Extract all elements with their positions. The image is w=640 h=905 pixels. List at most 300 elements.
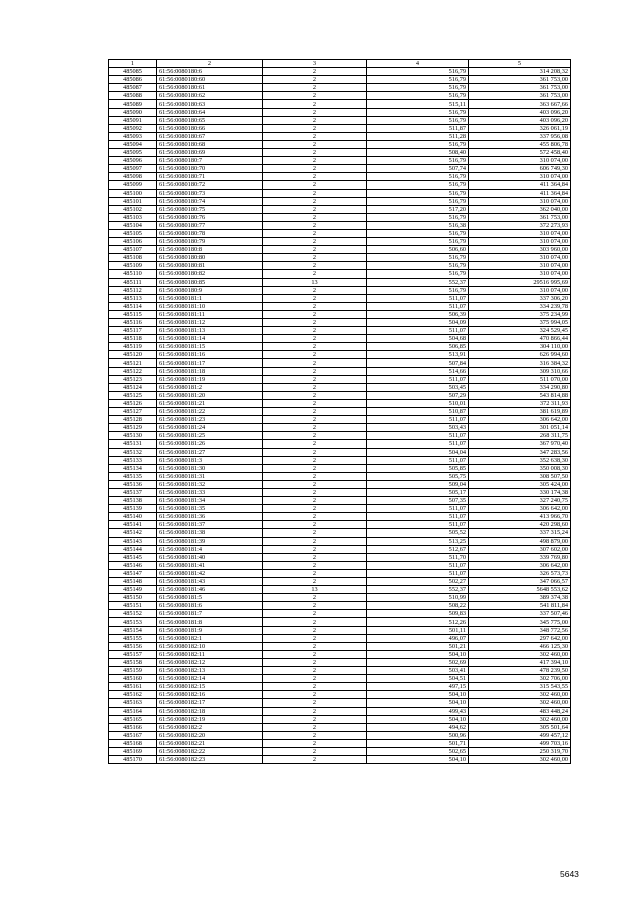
cell-area: 511,07 (367, 521, 469, 529)
cell-row-id: 485160 (109, 675, 157, 683)
cell-cadastral-value: 470 866,44 (469, 335, 571, 343)
cell-category: 2 (263, 383, 367, 391)
cell-area: 508,40 (367, 149, 469, 157)
cell-row-id: 485125 (109, 391, 157, 399)
cell-category: 2 (263, 683, 367, 691)
cell-category: 2 (263, 108, 367, 116)
cell-cadastral-number: 61:56:0080182:2 (157, 723, 263, 731)
cell-row-id: 485090 (109, 108, 157, 116)
table-row (109, 278, 571, 286)
table-row (109, 76, 571, 84)
cell-cadastral-value: 499 457,12 (469, 731, 571, 739)
cell-area: 502,27 (367, 578, 469, 586)
cell-cadastral-value: 466 125,30 (469, 642, 571, 650)
table-row (109, 270, 571, 278)
cell-cadastral-number: 61:56:0080182:15 (157, 683, 263, 691)
cell-category: 2 (263, 756, 367, 764)
cell-category: 2 (263, 480, 367, 488)
cell-cadastral-number: 61:56:0080181:15 (157, 343, 263, 351)
cell-category: 2 (263, 165, 367, 173)
table-row (109, 569, 571, 577)
table-row (109, 683, 571, 691)
cell-cadastral-number: 61:56:0080181:18 (157, 367, 263, 375)
cell-row-id: 485170 (109, 756, 157, 764)
cell-area: 516,79 (367, 229, 469, 237)
cell-cadastral-value: 361 753,00 (469, 213, 571, 221)
cell-area: 516,79 (367, 116, 469, 124)
cell-cadastral-value: 302 460,00 (469, 699, 571, 707)
cell-cadastral-value: 314 208,32 (469, 68, 571, 76)
cell-area: 504,10 (367, 715, 469, 723)
cell-cadastral-number: 61:56:0080182:17 (157, 699, 263, 707)
cell-area: 507,74 (367, 165, 469, 173)
cell-cadastral-value: 316 384,32 (469, 359, 571, 367)
cell-cadastral-value: 361 753,00 (469, 76, 571, 84)
cell-row-id: 485116 (109, 319, 157, 327)
cell-row-id: 485095 (109, 149, 157, 157)
cell-cadastral-value: 303 960,00 (469, 246, 571, 254)
cell-row-id: 485102 (109, 205, 157, 213)
cell-cadastral-number: 61:56:0080181:39 (157, 537, 263, 545)
cell-category: 2 (263, 343, 367, 351)
cell-category: 2 (263, 667, 367, 675)
table-row (109, 399, 571, 407)
cell-cadastral-value: 455 806,78 (469, 140, 571, 148)
table-row (109, 658, 571, 666)
cell-cadastral-number: 61:56:0080180:6 (157, 68, 263, 76)
table-body (109, 68, 571, 764)
cell-cadastral-value: 352 638,30 (469, 456, 571, 464)
cell-area: 503,45 (367, 383, 469, 391)
cell-row-id: 485103 (109, 213, 157, 221)
cell-category: 2 (263, 375, 367, 383)
cell-cadastral-value: 268 311,75 (469, 432, 571, 440)
cell-cadastral-number: 61:56:0080181:19 (157, 375, 263, 383)
cell-area: 502,69 (367, 658, 469, 666)
cell-category: 2 (263, 747, 367, 755)
cell-category: 2 (263, 618, 367, 626)
cell-area: 510,87 (367, 408, 469, 416)
cell-cadastral-number: 61:56:0080182:22 (157, 747, 263, 755)
cell-area: 516,38 (367, 221, 469, 229)
cell-cadastral-number: 61:56:0080181:14 (157, 335, 263, 343)
cell-cadastral-value: 626 994,60 (469, 351, 571, 359)
cell-category: 2 (263, 553, 367, 561)
table-row (109, 756, 571, 764)
cell-cadastral-number: 61:56:0080181:25 (157, 432, 263, 440)
cell-cadastral-number: 61:56:0080181:22 (157, 408, 263, 416)
cell-cadastral-number: 61:56:0080180:78 (157, 229, 263, 237)
cell-cadastral-value: 310 074,00 (469, 270, 571, 278)
cell-cadastral-value: 339 769,80 (469, 553, 571, 561)
cell-row-id: 485169 (109, 747, 157, 755)
cell-cadastral-number: 61:56:0080180:76 (157, 213, 263, 221)
cell-cadastral-number: 61:56:0080180:73 (157, 189, 263, 197)
cell-category: 2 (263, 359, 367, 367)
table-row (109, 310, 571, 318)
cell-cadastral-number: 61:56:0080180:7 (157, 157, 263, 165)
cell-cadastral-value: 302 460,00 (469, 756, 571, 764)
cell-category: 2 (263, 294, 367, 302)
cell-cadastral-number: 61:56:0080182:19 (157, 715, 263, 723)
cell-row-id: 485132 (109, 448, 157, 456)
table-row (109, 213, 571, 221)
cell-area: 504,68 (367, 335, 469, 343)
cell-cadastral-value: 375 994,05 (469, 319, 571, 327)
header-row (109, 60, 571, 68)
cell-cadastral-value: 307 602,00 (469, 545, 571, 553)
cell-cadastral-number: 61:56:0080180:75 (157, 205, 263, 213)
cell-cadastral-number: 61:56:0080180:79 (157, 238, 263, 246)
table-row (109, 553, 571, 561)
cell-area: 516,79 (367, 140, 469, 148)
cell-area: 503,41 (367, 667, 469, 675)
table-row (109, 480, 571, 488)
cell-area: 516,79 (367, 157, 469, 165)
cell-area: 516,79 (367, 189, 469, 197)
cell-category: 2 (263, 351, 367, 359)
table-row (109, 124, 571, 132)
cell-row-id: 485167 (109, 731, 157, 739)
cell-row-id: 485092 (109, 124, 157, 132)
cell-category: 2 (263, 569, 367, 577)
cell-area: 516,79 (367, 181, 469, 189)
cell-cadastral-number: 61:56:0080182:23 (157, 756, 263, 764)
cell-category: 2 (263, 521, 367, 529)
cell-cadastral-number: 61:56:0080180:62 (157, 92, 263, 100)
cell-area: 516,79 (367, 286, 469, 294)
table-row (109, 739, 571, 747)
cell-row-id: 485117 (109, 327, 157, 335)
cell-row-id: 485107 (109, 246, 157, 254)
cell-cadastral-number: 61:56:0080181:20 (157, 391, 263, 399)
cell-cadastral-number: 61:56:0080180:74 (157, 197, 263, 205)
cell-row-id: 485118 (109, 335, 157, 343)
cell-category: 2 (263, 416, 367, 424)
cell-cadastral-value: 478 239,50 (469, 667, 571, 675)
table-row (109, 108, 571, 116)
cell-category: 2 (263, 642, 367, 650)
table-row (109, 92, 571, 100)
cell-row-id: 485145 (109, 553, 157, 561)
cell-cadastral-value: 348 772,56 (469, 626, 571, 634)
table-row (109, 254, 571, 262)
cell-area: 511,07 (367, 432, 469, 440)
cell-cadastral-value: 305 501,64 (469, 723, 571, 731)
cell-area: 516,79 (367, 173, 469, 181)
cell-area: 511,70 (367, 553, 469, 561)
column-header-4: 4 (367, 60, 469, 68)
cell-cadastral-number: 61:56:0080180:68 (157, 140, 263, 148)
cell-row-id: 485140 (109, 513, 157, 521)
cell-row-id: 485088 (109, 92, 157, 100)
cell-category: 2 (263, 262, 367, 270)
cell-cadastral-number: 61:56:0080180:69 (157, 149, 263, 157)
cell-cadastral-value: 310 074,00 (469, 197, 571, 205)
cell-area: 508,22 (367, 602, 469, 610)
cell-category: 2 (263, 497, 367, 505)
cell-category: 2 (263, 270, 367, 278)
cell-cadastral-value: 572 458,40 (469, 149, 571, 157)
cell-cadastral-number: 61:56:0080181:27 (157, 448, 263, 456)
cell-cadastral-number: 61:56:0080180:80 (157, 254, 263, 262)
cell-area: 504,10 (367, 650, 469, 658)
cell-cadastral-number: 61:56:0080181:43 (157, 578, 263, 586)
cell-area: 507,35 (367, 497, 469, 505)
cell-cadastral-value: 308 507,50 (469, 472, 571, 480)
cell-area: 511,07 (367, 375, 469, 383)
cell-cadastral-number: 61:56:0080182:21 (157, 739, 263, 747)
cell-cadastral-number: 61:56:0080181:24 (157, 424, 263, 432)
table-row (109, 246, 571, 254)
cell-cadastral-value: 334 239,78 (469, 302, 571, 310)
cell-category: 2 (263, 197, 367, 205)
cell-row-id: 485164 (109, 707, 157, 715)
cell-row-id: 485134 (109, 464, 157, 472)
cell-cadastral-value: 389 374,38 (469, 594, 571, 602)
cell-row-id: 485114 (109, 302, 157, 310)
table-row (109, 294, 571, 302)
cell-row-id: 485135 (109, 472, 157, 480)
cell-category: 2 (263, 302, 367, 310)
cell-row-id: 485099 (109, 181, 157, 189)
cell-category: 2 (263, 132, 367, 140)
cell-cadastral-value: 310 074,00 (469, 229, 571, 237)
cell-area: 501,11 (367, 626, 469, 634)
cell-cadastral-number: 61:56:0080180:82 (157, 270, 263, 278)
cell-cadastral-value: 315 543,55 (469, 683, 571, 691)
cell-cadastral-value: 381 619,89 (469, 408, 571, 416)
cell-area: 516,79 (367, 262, 469, 270)
cell-row-id: 485153 (109, 618, 157, 626)
cell-row-id: 485101 (109, 197, 157, 205)
cell-cadastral-value: 305 424,00 (469, 480, 571, 488)
cell-area: 510,01 (367, 399, 469, 407)
cell-area: 504,04 (367, 448, 469, 456)
cell-row-id: 485157 (109, 650, 157, 658)
cell-category: 2 (263, 594, 367, 602)
cell-cadastral-number: 61:56:0080180:60 (157, 76, 263, 84)
cell-cadastral-value: 337 306,20 (469, 294, 571, 302)
cell-cadastral-value: 310 074,00 (469, 238, 571, 246)
cell-cadastral-number: 61:56:0080182:11 (157, 650, 263, 658)
cell-cadastral-value: 302 460,00 (469, 715, 571, 723)
cell-category: 2 (263, 529, 367, 537)
cell-row-id: 485168 (109, 739, 157, 747)
cell-row-id: 485133 (109, 456, 157, 464)
cell-cadastral-number: 61:56:0080180:67 (157, 132, 263, 140)
cell-row-id: 485161 (109, 683, 157, 691)
cell-area: 513,91 (367, 351, 469, 359)
cell-category: 2 (263, 488, 367, 496)
cell-category: 2 (263, 92, 367, 100)
cell-cadastral-number: 61:56:0080181:32 (157, 480, 263, 488)
table-row (109, 335, 571, 343)
table-row (109, 238, 571, 246)
cell-row-id: 485131 (109, 440, 157, 448)
table-row (109, 723, 571, 731)
cell-category: 2 (263, 149, 367, 157)
cell-area: 506,60 (367, 246, 469, 254)
cell-area: 516,79 (367, 213, 469, 221)
cell-area: 552,37 (367, 586, 469, 594)
cell-row-id: 485166 (109, 723, 157, 731)
cell-cadastral-value: 301 051,14 (469, 424, 571, 432)
data-table-container (108, 59, 570, 764)
table-row (109, 610, 571, 618)
cell-area: 505,17 (367, 488, 469, 496)
cell-category: 2 (263, 626, 367, 634)
cell-row-id: 485100 (109, 189, 157, 197)
cell-row-id: 485130 (109, 432, 157, 440)
table-row (109, 747, 571, 755)
cell-category: 2 (263, 715, 367, 723)
cell-category: 2 (263, 432, 367, 440)
cell-cadastral-value: 345 775,00 (469, 618, 571, 626)
cell-area: 514,66 (367, 367, 469, 375)
cell-area: 511,87 (367, 124, 469, 132)
cell-area: 511,07 (367, 302, 469, 310)
table-row (109, 140, 571, 148)
cell-row-id: 485126 (109, 399, 157, 407)
cell-cadastral-value: 302 706,00 (469, 675, 571, 683)
cell-cadastral-number: 61:56:0080182:13 (157, 667, 263, 675)
cell-cadastral-number: 61:56:0080181:41 (157, 561, 263, 569)
cell-cadastral-value: 5648 553,62 (469, 586, 571, 594)
cell-row-id: 485136 (109, 480, 157, 488)
column-header-3: 3 (263, 60, 367, 68)
cell-category: 2 (263, 213, 367, 221)
cell-cadastral-value: 310 074,00 (469, 254, 571, 262)
table-row (109, 731, 571, 739)
cell-area: 517,20 (367, 205, 469, 213)
table-row (109, 667, 571, 675)
cell-area: 504,10 (367, 756, 469, 764)
cell-row-id: 485124 (109, 383, 157, 391)
cell-area: 511,28 (367, 132, 469, 140)
cell-cadastral-number: 61:56:0080181:3 (157, 456, 263, 464)
cell-cadastral-number: 61:56:0080181:6 (157, 602, 263, 610)
cell-cadastral-number: 61:56:0080181:8 (157, 618, 263, 626)
cell-category: 2 (263, 189, 367, 197)
cell-cadastral-number: 61:56:0080180:9 (157, 286, 263, 294)
table-row (109, 642, 571, 650)
cell-row-id: 485139 (109, 505, 157, 513)
cell-cadastral-value: 302 460,00 (469, 691, 571, 699)
cell-cadastral-value: 543 814,88 (469, 391, 571, 399)
cell-area: 502,65 (367, 747, 469, 755)
cell-area: 506,85 (367, 343, 469, 351)
cell-area: 511,07 (367, 294, 469, 302)
cell-cadastral-value: 511 070,00 (469, 375, 571, 383)
cell-cadastral-value: 324 529,45 (469, 327, 571, 335)
cell-cadastral-number: 61:56:0080181:31 (157, 472, 263, 480)
cell-row-id: 485150 (109, 594, 157, 602)
table-row (109, 497, 571, 505)
table-row (109, 650, 571, 658)
table-row (109, 197, 571, 205)
cell-cadastral-value: 337 956,08 (469, 132, 571, 140)
table-row (109, 578, 571, 586)
cell-category: 2 (263, 116, 367, 124)
cell-area: 516,79 (367, 84, 469, 92)
cell-row-id: 485121 (109, 359, 157, 367)
cell-cadastral-value: 413 966,70 (469, 513, 571, 521)
cell-area: 516,79 (367, 108, 469, 116)
cell-area: 506,39 (367, 310, 469, 318)
cell-area: 511,07 (367, 569, 469, 577)
cell-row-id: 485128 (109, 416, 157, 424)
cell-category: 2 (263, 173, 367, 181)
table-row (109, 286, 571, 294)
cell-cadastral-value: 309 310,66 (469, 367, 571, 375)
cell-row-id: 485096 (109, 157, 157, 165)
cell-row-id: 485129 (109, 424, 157, 432)
cell-area: 507,29 (367, 391, 469, 399)
cell-cadastral-value: 483 448,24 (469, 707, 571, 715)
cell-cadastral-number: 61:56:0080180:72 (157, 181, 263, 189)
cell-category: 2 (263, 602, 367, 610)
cell-category: 2 (263, 472, 367, 480)
cell-cadastral-value: 310 074,00 (469, 286, 571, 294)
cell-row-id: 485148 (109, 578, 157, 586)
table-row (109, 375, 571, 383)
cell-cadastral-number: 61:56:0080181:2 (157, 383, 263, 391)
cell-category: 2 (263, 327, 367, 335)
cell-cadastral-number: 61:56:0080181:10 (157, 302, 263, 310)
cell-area: 507,84 (367, 359, 469, 367)
cell-cadastral-number: 61:56:0080181:35 (157, 505, 263, 513)
table-row (109, 586, 571, 594)
cell-cadastral-value: 367 970,40 (469, 440, 571, 448)
cell-cadastral-value: 310 074,00 (469, 173, 571, 181)
cell-cadastral-value: 337 315,24 (469, 529, 571, 537)
cell-row-id: 485159 (109, 667, 157, 675)
cell-category: 2 (263, 367, 367, 375)
cell-category: 2 (263, 238, 367, 246)
cell-area: 504,51 (367, 675, 469, 683)
cell-category: 2 (263, 545, 367, 553)
cell-area: 516,79 (367, 76, 469, 84)
cell-category: 2 (263, 634, 367, 642)
cell-area: 496,07 (367, 634, 469, 642)
table-row (109, 602, 571, 610)
table-row (109, 448, 571, 456)
table-row (109, 319, 571, 327)
table-row (109, 165, 571, 173)
cell-area: 501,71 (367, 739, 469, 747)
table-row (109, 351, 571, 359)
cell-cadastral-value: 417 394,10 (469, 658, 571, 666)
cell-row-id: 485098 (109, 173, 157, 181)
cell-cadastral-number: 61:56:0080180:66 (157, 124, 263, 132)
table-row (109, 472, 571, 480)
table-row (109, 189, 571, 197)
cell-cadastral-number: 61:56:0080182:18 (157, 707, 263, 715)
cell-cadastral-value: 361 753,00 (469, 84, 571, 92)
cell-row-id: 485152 (109, 610, 157, 618)
cell-cadastral-value: 411 364,84 (469, 181, 571, 189)
cell-category: 2 (263, 675, 367, 683)
cell-row-id: 485086 (109, 76, 157, 84)
column-header-1: 1 (109, 60, 157, 68)
cell-row-id: 485122 (109, 367, 157, 375)
cell-category: 2 (263, 310, 367, 318)
cell-cadastral-number: 61:56:0080181:26 (157, 440, 263, 448)
cell-category: 2 (263, 76, 367, 84)
table-row (109, 149, 571, 157)
cell-category: 2 (263, 691, 367, 699)
